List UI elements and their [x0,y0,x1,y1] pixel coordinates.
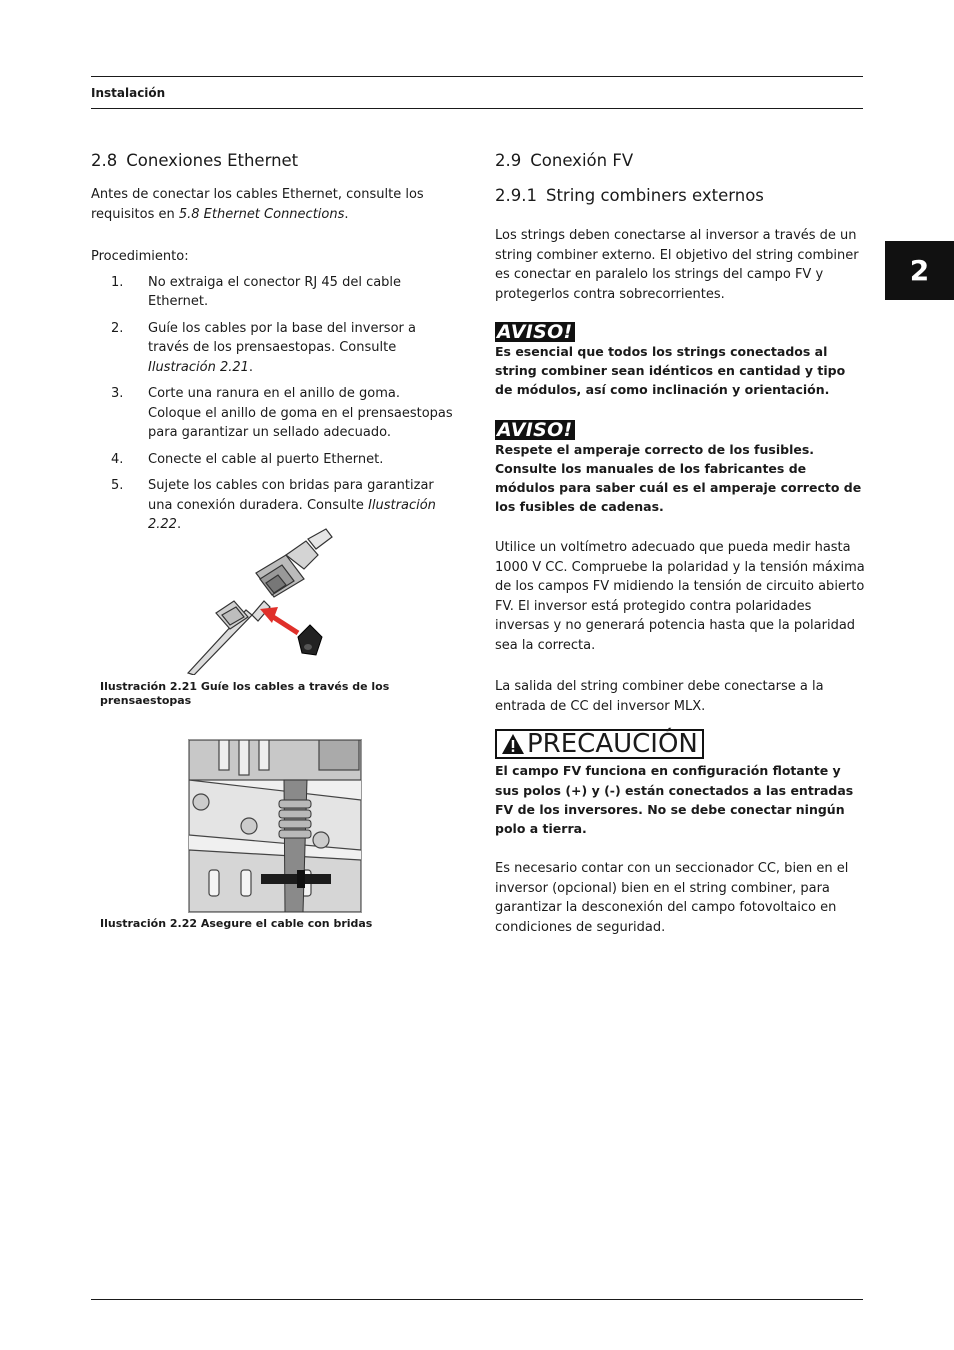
subsection-heading-2-9-1: 2.9.1 String combiners externos [495,186,764,205]
list-item: 5. Sujete los cables con bridas para garantizar una conexión duradera. Consulte Ilustración 2.22. [111,478,436,532]
running-header: Instalación [91,86,166,100]
cross-reference[interactable]: Ilustración 2.21 [148,359,249,375]
caution-label: PRECAUCIÓN [495,729,704,759]
paragraph-string-combiner: Los strings deben conectarse al inversor a través de un string combiner externo. El objetivo del string combiner es conectar en paralelo los strings del campo FV y protegerlos contra sobrecorrientes. [495,228,859,302]
paragraph-dc-disconnect: Es necesario contar con un seccionador CC, bien en el inversor (opcional) bien en el string combiner, para garantizar la desconexión del campo fotovoltaico en condiciones de seguridad. [495,861,849,935]
figure-cable-ties [188,739,362,913]
section-heading-2-8: 2.8 Conexiones Ethernet [91,151,299,170]
figure-caption-2-21: Ilustración 2.21 Guíe los cables a través de los prensaestopas [100,680,390,707]
notice-box-2 [495,420,865,517]
caution-box [495,729,865,838]
section-heading-2-9: 2.9 Conexión FV [495,151,634,170]
list-item: 1. No extraiga el conector RJ 45 del cable Ethernet. [111,274,402,309]
list-item: 3. Corte una ranura en el anillo de goma. Coloque el anillo de goma en el prensaestopas para garantizar un sellado adecuado. [111,386,453,440]
figure-cable-gland [186,525,336,675]
notice-label: AVISO! [497,321,573,343]
procedure-label: Procedimiento: [91,249,189,264]
list-item: 2. Guíe los cables por la base del inversor a través de los prensaestopas. Consulte Ilustración 2.21. [111,320,416,375]
notice-label: AVISO! [497,418,573,441]
right-column [495,150,865,937]
cable-gland-illustration [186,525,336,675]
procedure-steps [91,273,453,535]
paragraph-voltmeter: Utilice un voltímetro adecuado que pueda medir hasta 1000 V CC. Compruebe la polaridad y la tensión máxima de los campos FV midiendo la tensión de circuito abierto FV. El inversor está protegido contra polaridades inversas y no generará potencia hasta que la polaridad sea la correcta. [495,540,865,653]
header-top-rule [91,76,863,77]
chapter-tab: 2 [885,241,954,300]
list-item: 4. Conecte el cable al puerto Ethernet. [111,451,384,467]
cable-ties-illustration [189,740,361,912]
intro-paragraph: Antes de conectar los cables Ethernet, consulte los requisitos en 5.8 Ethernet Connections. [91,187,424,222]
warning-triangle-icon [501,733,525,755]
cross-reference[interactable]: Ilustración 2.22 [148,497,436,532]
notice-box-1 [495,322,865,400]
figure-caption-2-22: Ilustración 2.22 Asegure el cable con bridas [100,917,373,930]
left-column [91,150,453,542]
cross-reference[interactable]: 5.8 Ethernet Connections [178,206,345,222]
caution-text: El campo FV funciona en configuración flotante y sus polos (+) y (-) están conectados a las entradas FV de los inversores. No se debe conectar ningún polo a tierra. [495,763,854,837]
paragraph-combiner-output: La salida del string combiner debe conectarse a la entrada de CC del inversor MLX. [495,679,824,714]
header-bottom-rule [91,108,863,109]
notice-text: Es esencial que todos los strings conectados al string combiner sean idénticos en cantidad y tipo de módulos, así como inclinación y orientación. [495,344,846,398]
notice-text: Respete el amperaje correcto de los fusibles. Consulte los manuales de los fabricantes de módulos para saber cuál es el amperaje correcto de los fusibles de cadenas. [495,441,862,515]
footer-rule [91,1299,863,1300]
